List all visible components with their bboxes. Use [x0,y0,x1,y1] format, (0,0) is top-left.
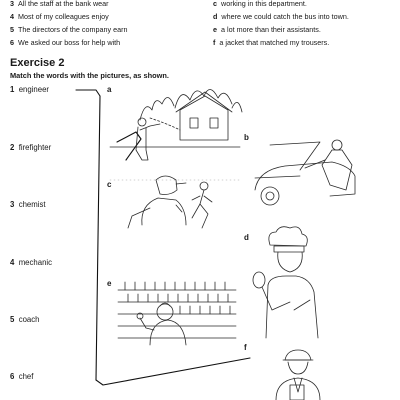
item-number: 6 [10,38,14,47]
firefighter-burning-house-illustration [110,89,242,160]
picture-letter-b: b [244,133,249,142]
item-number: 5 [10,25,14,34]
option-text: where we could catch the bus into town. [221,12,349,21]
word-label: mechanic [18,258,53,267]
word-label: firefighter [18,143,52,152]
chemist-shelves-illustration [118,282,236,345]
option-letter: c [213,0,217,8]
option-text: a jacket that matched my trousers. [219,38,330,47]
item-number: 4 [10,12,14,21]
example-match-line [76,90,250,385]
word-number: 4 [10,258,15,267]
word-number: 5 [10,315,15,324]
word-number: 2 [10,143,15,152]
chef-ladle-illustration [253,227,318,338]
picture-letter-a: a [107,85,112,94]
item-text: All the staff at the bank wear [18,0,109,8]
coach-runner-illustration [110,176,240,228]
option-text: working in this department. [221,0,307,8]
word-number: 6 [10,372,15,381]
item-text: We asked our boss for help with [18,38,121,47]
picture-letter-f: f [244,343,247,352]
option-text: a lot more than their assistants. [221,25,321,34]
engineer-clipboard-illustration [276,350,320,400]
option-letter: f [213,38,216,47]
option-letter: e [213,25,217,34]
option-letter: d [213,12,218,21]
exercise2-title: Exercise 2 [10,57,65,69]
word-number: 1 [10,85,15,94]
picture-letter-e: e [107,279,112,288]
word-label: chemist [18,200,46,209]
word-label: engineer [18,85,50,94]
word-label: chef [18,372,34,381]
item-text: The directors of the company earn [18,25,128,34]
word-label: coach [18,315,40,324]
word-number: 3 [10,200,15,209]
picture-letter-d: d [244,233,249,242]
picture-letter-c: c [107,180,112,189]
item-number: 3 [10,0,14,8]
mechanic-car-illustration [255,140,355,205]
item-text: Most of my colleagues enjoy [18,12,109,21]
exercise2-instruction: Match the words with the pictures, as shown. [10,71,169,80]
